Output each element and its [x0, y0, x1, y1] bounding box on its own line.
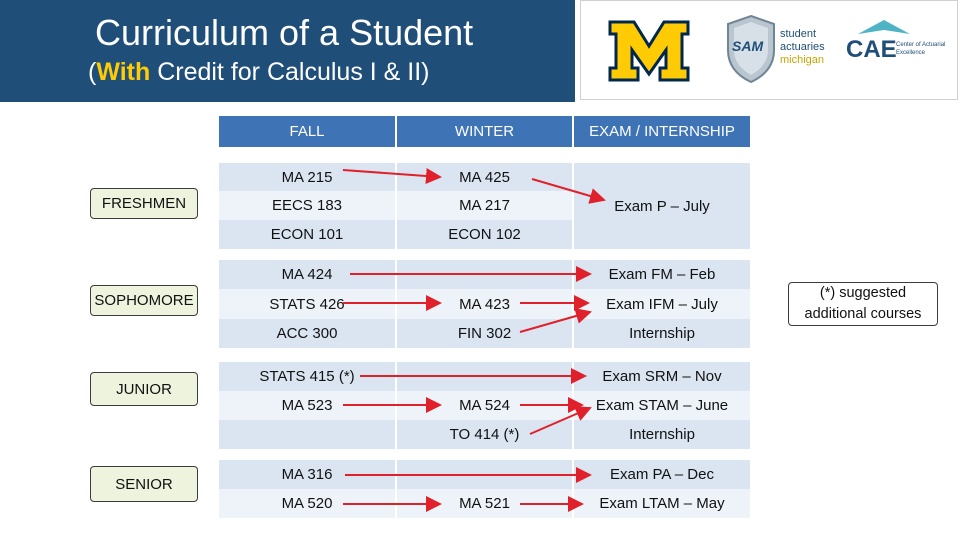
exam-cell: Exam LTAM – May: [574, 489, 750, 518]
cae-sub-1: Center of Actuarial: [896, 42, 946, 48]
fall-course: MA 316: [219, 460, 395, 489]
subtitle-highlight: With: [96, 58, 151, 86]
arrow: [530, 408, 590, 434]
winter-course: MA 425: [397, 163, 572, 191]
winter-course: MA 217: [397, 191, 572, 220]
fall-course: MA 523: [219, 391, 395, 420]
arrow: [343, 170, 440, 177]
fall-course: ECON 101: [219, 220, 395, 249]
fall-course: MA 520: [219, 489, 395, 518]
exam-cell: Internship: [574, 420, 750, 449]
exam-cell: Exam FM – Feb: [574, 260, 750, 289]
exam-cell: Exam STAM – June: [574, 391, 750, 420]
winter-course: FIN 302: [397, 319, 572, 348]
fall-course: EECS 183: [219, 191, 395, 220]
fall-course: ACC 300: [219, 319, 395, 348]
exam-cell: Internship: [574, 319, 750, 348]
page-subtitle: (With Credit for Calculus I & II): [88, 58, 430, 86]
year-label-freshman: FRESHMEN: [90, 188, 198, 219]
header-exam: EXAM / INTERNSHIP: [574, 116, 750, 147]
winter-course: TO 414 (*): [397, 420, 572, 449]
note-line-1: (*) suggested: [819, 285, 907, 301]
note-line-2: additional courses: [804, 306, 922, 322]
exam-cell: Exam IFM – July: [574, 289, 750, 319]
fall-course: MA 215: [219, 163, 395, 191]
fall-course: MA 424: [219, 260, 395, 289]
winter-course: ECON 102: [397, 220, 572, 249]
arrow: [532, 179, 604, 200]
exam-cell: Exam SRM – Nov: [574, 362, 750, 391]
cae-text: CAE: [846, 36, 897, 63]
header-winter: WINTER: [397, 116, 572, 147]
header-fall: FALL: [219, 116, 395, 147]
fall-course: STATS 415 (*): [219, 362, 395, 391]
sam-text-2: actuaries: [780, 41, 825, 53]
year-label-junior: JUNIOR: [90, 372, 198, 406]
exam-cell: Exam P – July: [574, 163, 750, 249]
page-title: Curriculum of a Student: [95, 12, 474, 53]
winter-course: MA 521: [397, 489, 572, 518]
arrow: [520, 312, 590, 332]
year-label-sophomore: SOPHOMORE: [90, 285, 198, 316]
exam-cell: Exam PA – Dec: [574, 460, 750, 489]
winter-course: MA 524: [397, 391, 572, 420]
sam-badge-text: SAM: [732, 38, 764, 54]
sam-text-3: michigan: [780, 54, 825, 66]
year-label-senior: SENIOR: [90, 466, 198, 502]
fall-course: STATS 426: [219, 289, 395, 319]
sam-text-1: student: [780, 28, 817, 40]
winter-course: MA 423: [397, 289, 572, 319]
cae-sub-2: Excellence: [896, 50, 926, 56]
